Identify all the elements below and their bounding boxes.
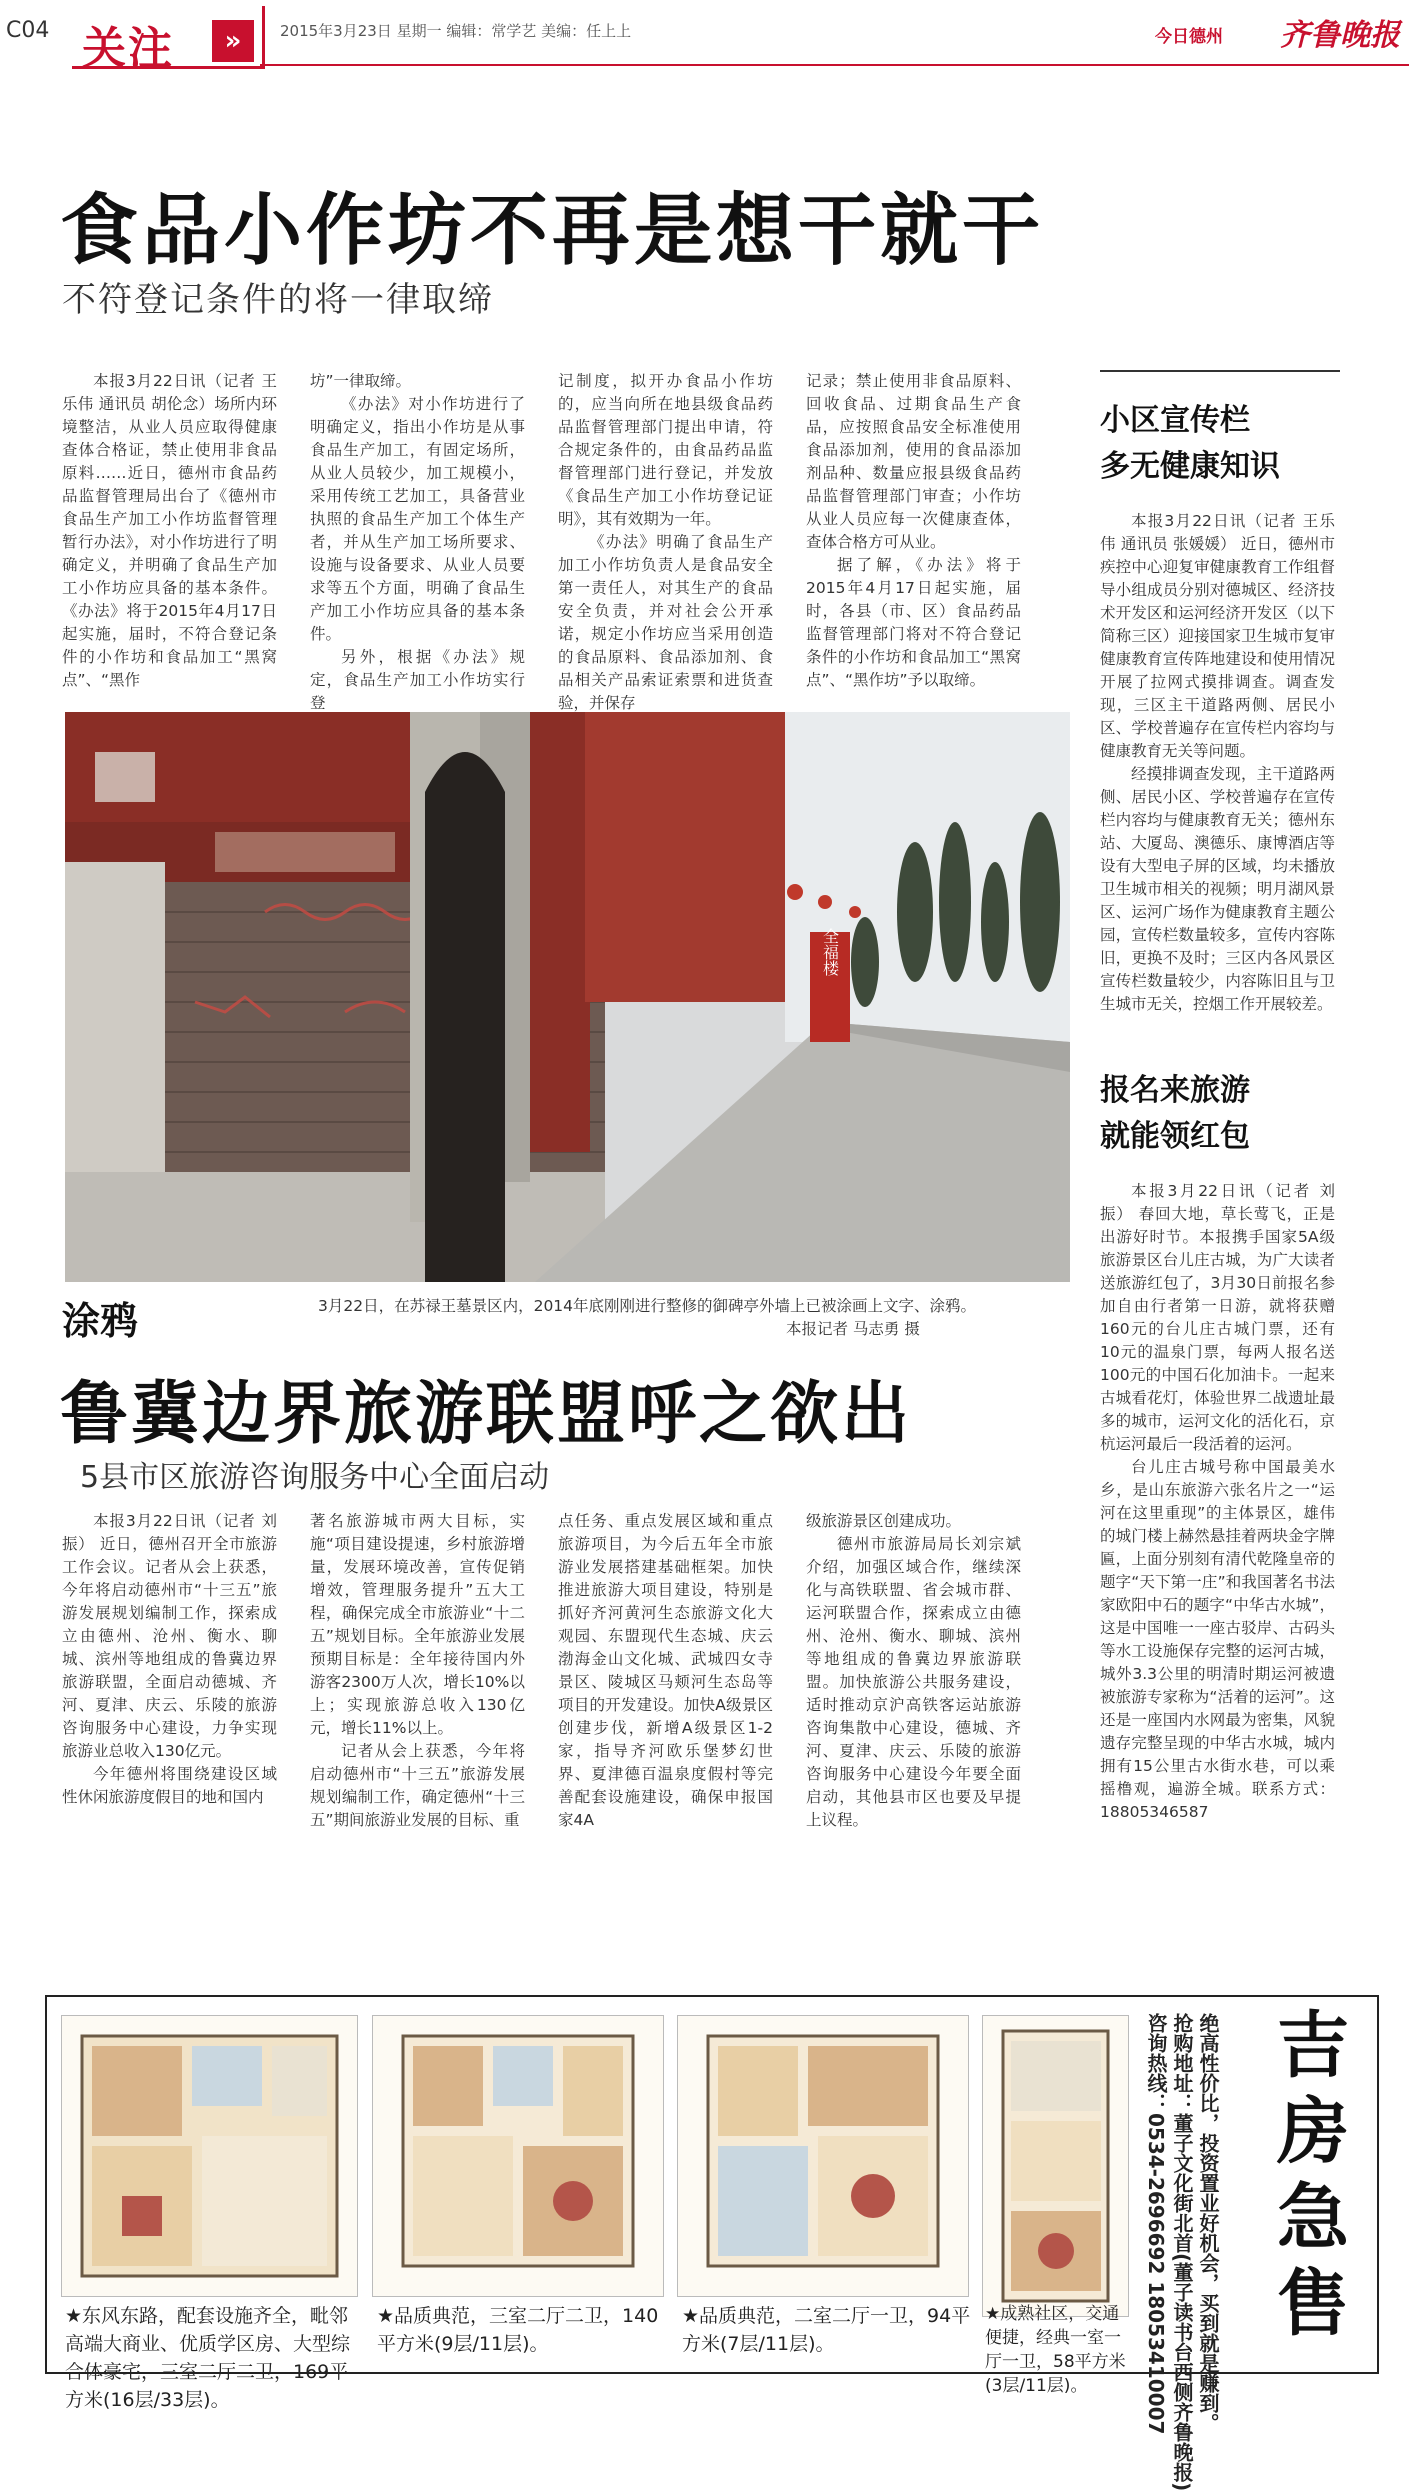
paragraph: 《办法》对小作坊进行了明确定义，指出小作坊是从事食品生产加工，有固定场所，从业人员较少，加工规模小，采用传统工艺加工，具备营业执照的食品生产加工个体生产者，并从生产加工场所要求、设施与设备要求、从业人员要求等五个方面，明确了食品生产加工小作坊应具备的基本条件。 [310, 395, 525, 643]
floor-plan-4 [982, 2015, 1129, 2317]
header-rule [260, 64, 1409, 66]
paragraph: 《办法》明确了食品生产加工小作坊负责人是食品安全第一责任人，对其生产的食品安全负责，并对社会公开承诺，规定小作坊应当采用创造的食品原料、食品添加剂、食品相关产品索证索票和进货查验，并保存 [558, 533, 773, 712]
ad-title: 吉房急售 [1265, 2007, 1349, 2351]
article2-title: 鲁冀边界旅游联盟呼之欲出 [60, 1375, 913, 1454]
paragraph: 本报3月22日讯（记者 王乐伟 通讯员 胡伦念）场所内环境整洁，从业人员应取得健康查体合格证，禁止使用非食品原料……近日，德州市食品药品监督管理局出台了《德州市食品生产加工小作坊监督管理暂行办法》，对小作坊进行了明确定义，并明确了食品生产加工小作坊应具备的基本条件。《办法》将于2015年4月17日起实施，届时，不符合登记条件的小作坊和食品加工“黑窝点”、“黑作 [62, 372, 277, 689]
page-header [0, 0, 1409, 80]
photo-caption: 3月22日，在苏禄王墓景区内，2014年底刚刚进行整修的御碑亭外墙上已被涂画上文字、涂鸦。 [318, 1297, 977, 1315]
photo-illustration [65, 712, 1070, 1282]
floor-plan-3 [677, 2015, 969, 2297]
sidebar2-title-line1: 报名来旅游 [1100, 1073, 1250, 1108]
article1-col-1 [62, 370, 277, 695]
photo-label: 涂鸦 [62, 1299, 139, 1343]
brand-city: 今日德州 [1155, 27, 1223, 47]
listing-1: ★东风东路，配套设施齐全，毗邻高端大商业、优质学区房、大型综合体豪宅，三室二厅二卫，169平方米(16层/33层)。 [65, 2305, 351, 2411]
paragraph: 本报3月22日讯（记者 刘振） 春回大地，草长莺飞，正是出游好时节。本报携手国家5A级旅游景区台儿庄古城，为广大读者送旅游红包了，3月30日前报名参加自由行者第一日游，就将获赠160元的台儿庄古城门票，还有10元的温泉门票，每两人报名送100元的中国石化加油卡。一起来古城看花灯，体验世界二战遗址最多的城市，运河文化的活化石，京杭运河最后一段活着的运河。 [1100, 1182, 1335, 1453]
floor-plan-1 [61, 2015, 358, 2297]
article1-title: 食品小作坊不再是想干就干 [60, 186, 1045, 276]
ad-line-2: 抢购地址：董子文化街北首(董子读书台西侧齐鲁晚报) [1170, 2013, 1194, 2491]
article1-subtitle: 不符登记条件的将一律取缔 [62, 280, 494, 320]
paragraph: 另外，根据《办法》规定，食品生产加工小作坊实行登 [310, 648, 525, 712]
sidebar-rule [1100, 370, 1340, 372]
article1-col-4 [806, 370, 1021, 695]
paragraph: 级旅游景区创建成功。 [806, 1512, 962, 1530]
paragraph: 经摸排调查发现，主干道路两侧、居民小区、学校普遍存在宣传栏内容均与健康教育无关；德州东站、大厦岛、澳德乐、康博酒店等设有大型电子屏的区域，均未播放卫生城市相关的视频；明月湖风景区、运河广场作为健康教育主题公园，宣传栏数量较多，宣传内容陈旧，更换不及时；三区内各风景区宣传栏数量较少，内容陈旧且与卫生城市无关，控烟工作开展较差。 [1100, 765, 1335, 1013]
newspaper-logo: 齐鲁晚报 [1280, 18, 1400, 53]
paragraph: 本报3月22日讯（记者 刘振） 近日，德州召开全市旅游工作会议。记者从会上获悉，今年将启动德州市“十三五”旅游发展规划编制工作，探索成立由德州、沧州、衡水、聊城、滨州等地组成的鲁冀边界旅游联盟，全面启动德城、齐河、夏津、庆云、乐陵的旅游咨询服务中心建设，力争实现旅游业总收入130亿元。 [62, 1512, 277, 1760]
paragraph: 记制度，拟开办食品小作坊的，应当向所在地县级食品药品监督管理部门提出申请，符合规定条件的，由食品药品监督管理部门进行登记，并发放《食品生产加工小作坊登记证明》，其有效期为一年。 [558, 372, 773, 528]
paragraph: 台儿庄古城号称中国最美水乡，是山东旅游六张名片之一“运河在这里重现”的主体景区，雄伟的城门楼上赫然悬挂着两块金字牌匾，上面分别刻有清代乾隆皇帝的题字“天下第一庄”和我国著名书法家欧阳中石的题字“中华古水城”，这是中国唯一一座古驳岸、古码头等水工设施保存完整的运河古城，城外3.3公里的明清时期运河被遗被旅游专家称为“活着的运河”。这还是一座国内水网最为密集，风貌遗存完整呈现的中华古水城，城内拥有15公里古水街水巷，可以乘摇橹观，遍游全城。联系方式：18805346587 [1100, 1458, 1335, 1821]
sign-text: 全福楼 [820, 928, 840, 976]
ad-details [1143, 2013, 1221, 2491]
news-photo [65, 712, 1070, 1282]
section-arrow-icon: » [212, 20, 254, 62]
paragraph: 德州市旅游局局长刘宗斌介绍，加强区域合作，继续深化与高铁联盟、省会城市群、运河联盟合作，探索成立由德州、沧州、衡水、聊城、滨州等地组成的鲁冀边界旅游联盟。加快旅游公共服务建设，适时推动京沪高铁客运站旅游咨询集散中心建设，德城、齐河、夏津、庆云、乐陵的旅游咨询服务中心建设今年要全面启动，其他县市区也要及早提上议程。 [806, 1535, 1021, 1829]
floor-plan-icon [678, 2016, 968, 2296]
paragraph: 点任务、重点发展区域和重点旅游项目，为今后五年全市旅游业发展搭建基础框架。加快推进旅游大项目建设，特别是抓好齐河黄河生态旅游文化大观园、东盟现代生态城、庆云渤海金山文化城、武城四女寺景区、陵城区马颊河生态岛等项目的开发建设。加快A级景区创建步伐，新增A级景区1-2家，指导齐河欧乐堡梦幻世界、夏津德百温泉度假村等完善配套设施建设，确保申报国家4A [558, 1512, 773, 1829]
paragraph: 今年德州将围绕建设区域性休闲旅游度假目的地和国内 [62, 1765, 277, 1806]
ad-line-3: 咨询热线：0534-2696692 18053410007 [1144, 2013, 1168, 2435]
sidebar1-body [1100, 510, 1335, 1040]
listing-3: ★品质典范，二室二厅一卫，94平方米(7层/11层)。 [682, 2305, 971, 2355]
paragraph: 记者从会上获悉，今年将启动德州市“十三五”旅游发展规划编制工作，确定德州“十三五”期间旅游业发展的目标、重 [310, 1742, 525, 1829]
article1-col-3 [558, 370, 773, 712]
paragraph: 著名旅游城市两大目标，实施“项目建设提速，乡村旅游增量，发展环境改善，宣传促销增效，管理服务提升”五大工程，确保完成全市旅游业“十二五”规划目标。全年旅游业发展预期目标是：全年接待国内外游客2300万人次，增长10%以上；实现旅游总收入130亿元，增长11%以上。 [310, 1512, 525, 1737]
paragraph: 据了解，《办法》将于2015年4月17日起实施，届时，各县（市、区）食品药品监督管理部门将对不符合登记条件的小作坊和食品加工“黑窝点”、“黑作坊”予以取缔。 [806, 556, 1021, 689]
sidebar2-title [1100, 1068, 1360, 1160]
article2-col-1 [62, 1510, 277, 1945]
article2-col-2 [310, 1510, 525, 1945]
listing-4: ★成熟社区，交通便捷，经典一室一厅一卫，58平方米(3层/11层)。 [985, 2304, 1126, 2396]
sidebar1-title [1100, 398, 1360, 490]
listing-2: ★品质典范，三室二厅二卫，140平方米(9层/11层)。 [377, 2305, 659, 2355]
issue-meta: 2015年3月23日 星期一 编辑：常学艺 美编：任上上 [280, 22, 632, 40]
sidebar2-body [1100, 1180, 1335, 1965]
article2-subtitle: 5县市区旅游咨询服务中心全面启动 [80, 1460, 550, 1495]
paragraph: 坊”一律取缔。 [310, 372, 412, 390]
floor-plan-2 [372, 2015, 664, 2297]
floor-plan-icon [62, 2016, 357, 2296]
article1-col-2 [310, 370, 525, 712]
photo-credit: 本报记者 马志勇 摄 [786, 1320, 920, 1338]
sidebar1-title-line2: 多无健康知识 [1100, 449, 1280, 484]
section-label: 关注 [82, 23, 174, 74]
article2-col-3 [558, 1510, 773, 1945]
page-number: C04 [6, 18, 50, 43]
floor-plan-icon [373, 2016, 663, 2296]
article2-col-4 [806, 1510, 1021, 1945]
real-estate-ad [45, 1995, 1379, 2491]
sidebar1-title-line1: 小区宣传栏 [1100, 403, 1250, 438]
floor-plan-icon [983, 2016, 1128, 2316]
sidebar2-title-line2: 就能领红包 [1100, 1119, 1250, 1154]
ad-line-1: 绝高性价比，投资置业好机会，买到就是赚到。 [1196, 2013, 1220, 2433]
paragraph: 本报3月22日讯（记者 王乐伟 通讯员 张媛媛） 近日，德州市疾控中心迎复审健康教育工作组督导小组成员分别对德城区、经济技术开发区和运河经济开发区（以下简称三区）迎接国家卫生城市复审健康教育宣传阵地建设和使用情况开展了拉网式摸排调查。调查发现，三区主干道路两侧、居民小区、学校普遍存在宣传栏内容均与健康教育无关等问题。 [1100, 512, 1335, 760]
paragraph: 记录；禁止使用非食品原料、回收食品、过期食品生产食品，应按照食品安全标准使用食品添加剂，使用的食品添加剂品种、数量应报县级食品药品监督管理部门审查；小作坊从业人员应每一次健康查体，查体合格方可从业。 [806, 372, 1021, 551]
